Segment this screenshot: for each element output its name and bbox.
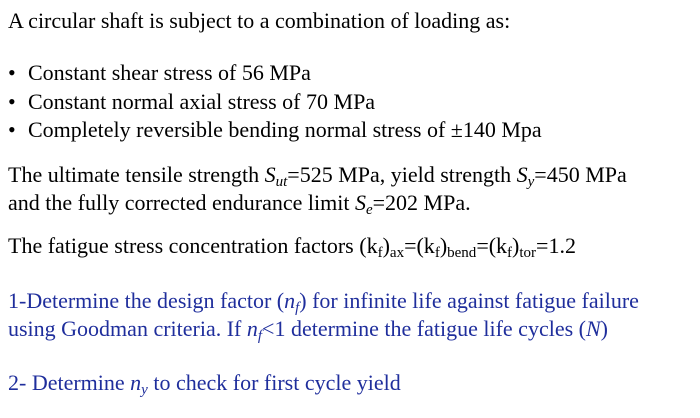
- strength-text: The ultimate tensile strength: [8, 162, 265, 187]
- question-text: ): [600, 316, 608, 341]
- kfactor-line: [8, 233, 576, 259]
- subscript-ax: ax: [389, 245, 405, 261]
- symbol-n: n: [246, 316, 258, 341]
- question-2-line: [8, 370, 401, 396]
- question-text: 1-Determine the design factor (: [8, 288, 285, 313]
- bullet-item: [8, 117, 542, 143]
- subscript-f: f: [507, 245, 513, 261]
- subscript-f: f: [295, 300, 300, 316]
- symbol-N: N: [585, 316, 601, 341]
- strength-line-2: [8, 190, 471, 216]
- kfactor-text: =(k: [404, 233, 435, 258]
- question-text: ) for infinite life against fatigue failure: [299, 288, 639, 313]
- strength-text: =525 MPa, yield strength: [287, 162, 517, 187]
- subscript-tor: tor: [519, 245, 537, 261]
- strength-line-1: [8, 162, 627, 188]
- bullet-icon: •: [8, 117, 16, 142]
- subscript-f: f: [434, 245, 440, 261]
- question-text: to check for first cycle yield: [147, 370, 401, 395]
- subscript-ut: ut: [275, 174, 288, 190]
- subscript-y: y: [141, 382, 148, 398]
- kfactor-text: ): [382, 233, 390, 258]
- kfactor-text: =1.2: [536, 233, 576, 258]
- subscript-e: e: [365, 202, 373, 218]
- bullet-item: [8, 60, 311, 86]
- bullet-text: Constant normal axial stress of 70 MPa: [28, 89, 376, 114]
- bullet-text: Completely reversible bending normal stress of ±140 Mpa: [28, 117, 542, 142]
- question-text: using Goodman criteria. If: [8, 316, 247, 341]
- question-1-line-1: [8, 288, 639, 314]
- bullet-icon: •: [8, 89, 16, 114]
- subscript-bend: bend: [447, 245, 477, 261]
- kfactor-text: =(k: [476, 233, 508, 258]
- bullet-item: [8, 89, 375, 115]
- symbol-S: S: [516, 162, 528, 187]
- bullet-icon: •: [8, 60, 16, 85]
- symbol-n: n: [130, 370, 142, 395]
- strength-text: =202 MPa.: [372, 190, 471, 215]
- kfactor-text: ): [439, 233, 448, 258]
- symbol-n: n: [284, 288, 296, 313]
- subscript-f: f: [377, 245, 383, 261]
- kfactor-text: ): [512, 233, 520, 258]
- question-1-line-2: [8, 316, 608, 342]
- subscript-y: y: [527, 174, 535, 190]
- question-text: <1 determine the fatigue life cycles (: [262, 316, 586, 341]
- symbol-S: S: [354, 190, 366, 215]
- intro-text: A circular shaft is subject to a combination of loading as:: [8, 8, 511, 33]
- strength-text: =450 MPa: [534, 162, 627, 187]
- kfactor-text: The fatigue stress concentration factors (k: [8, 233, 378, 258]
- subscript-f: f: [257, 328, 263, 344]
- symbol-S: S: [264, 162, 276, 187]
- strength-text: and the fully corrected endurance limit: [8, 190, 355, 215]
- bullet-text: Constant shear stress of 56 MPa: [28, 60, 311, 85]
- question-text: 2- Determine: [8, 370, 131, 395]
